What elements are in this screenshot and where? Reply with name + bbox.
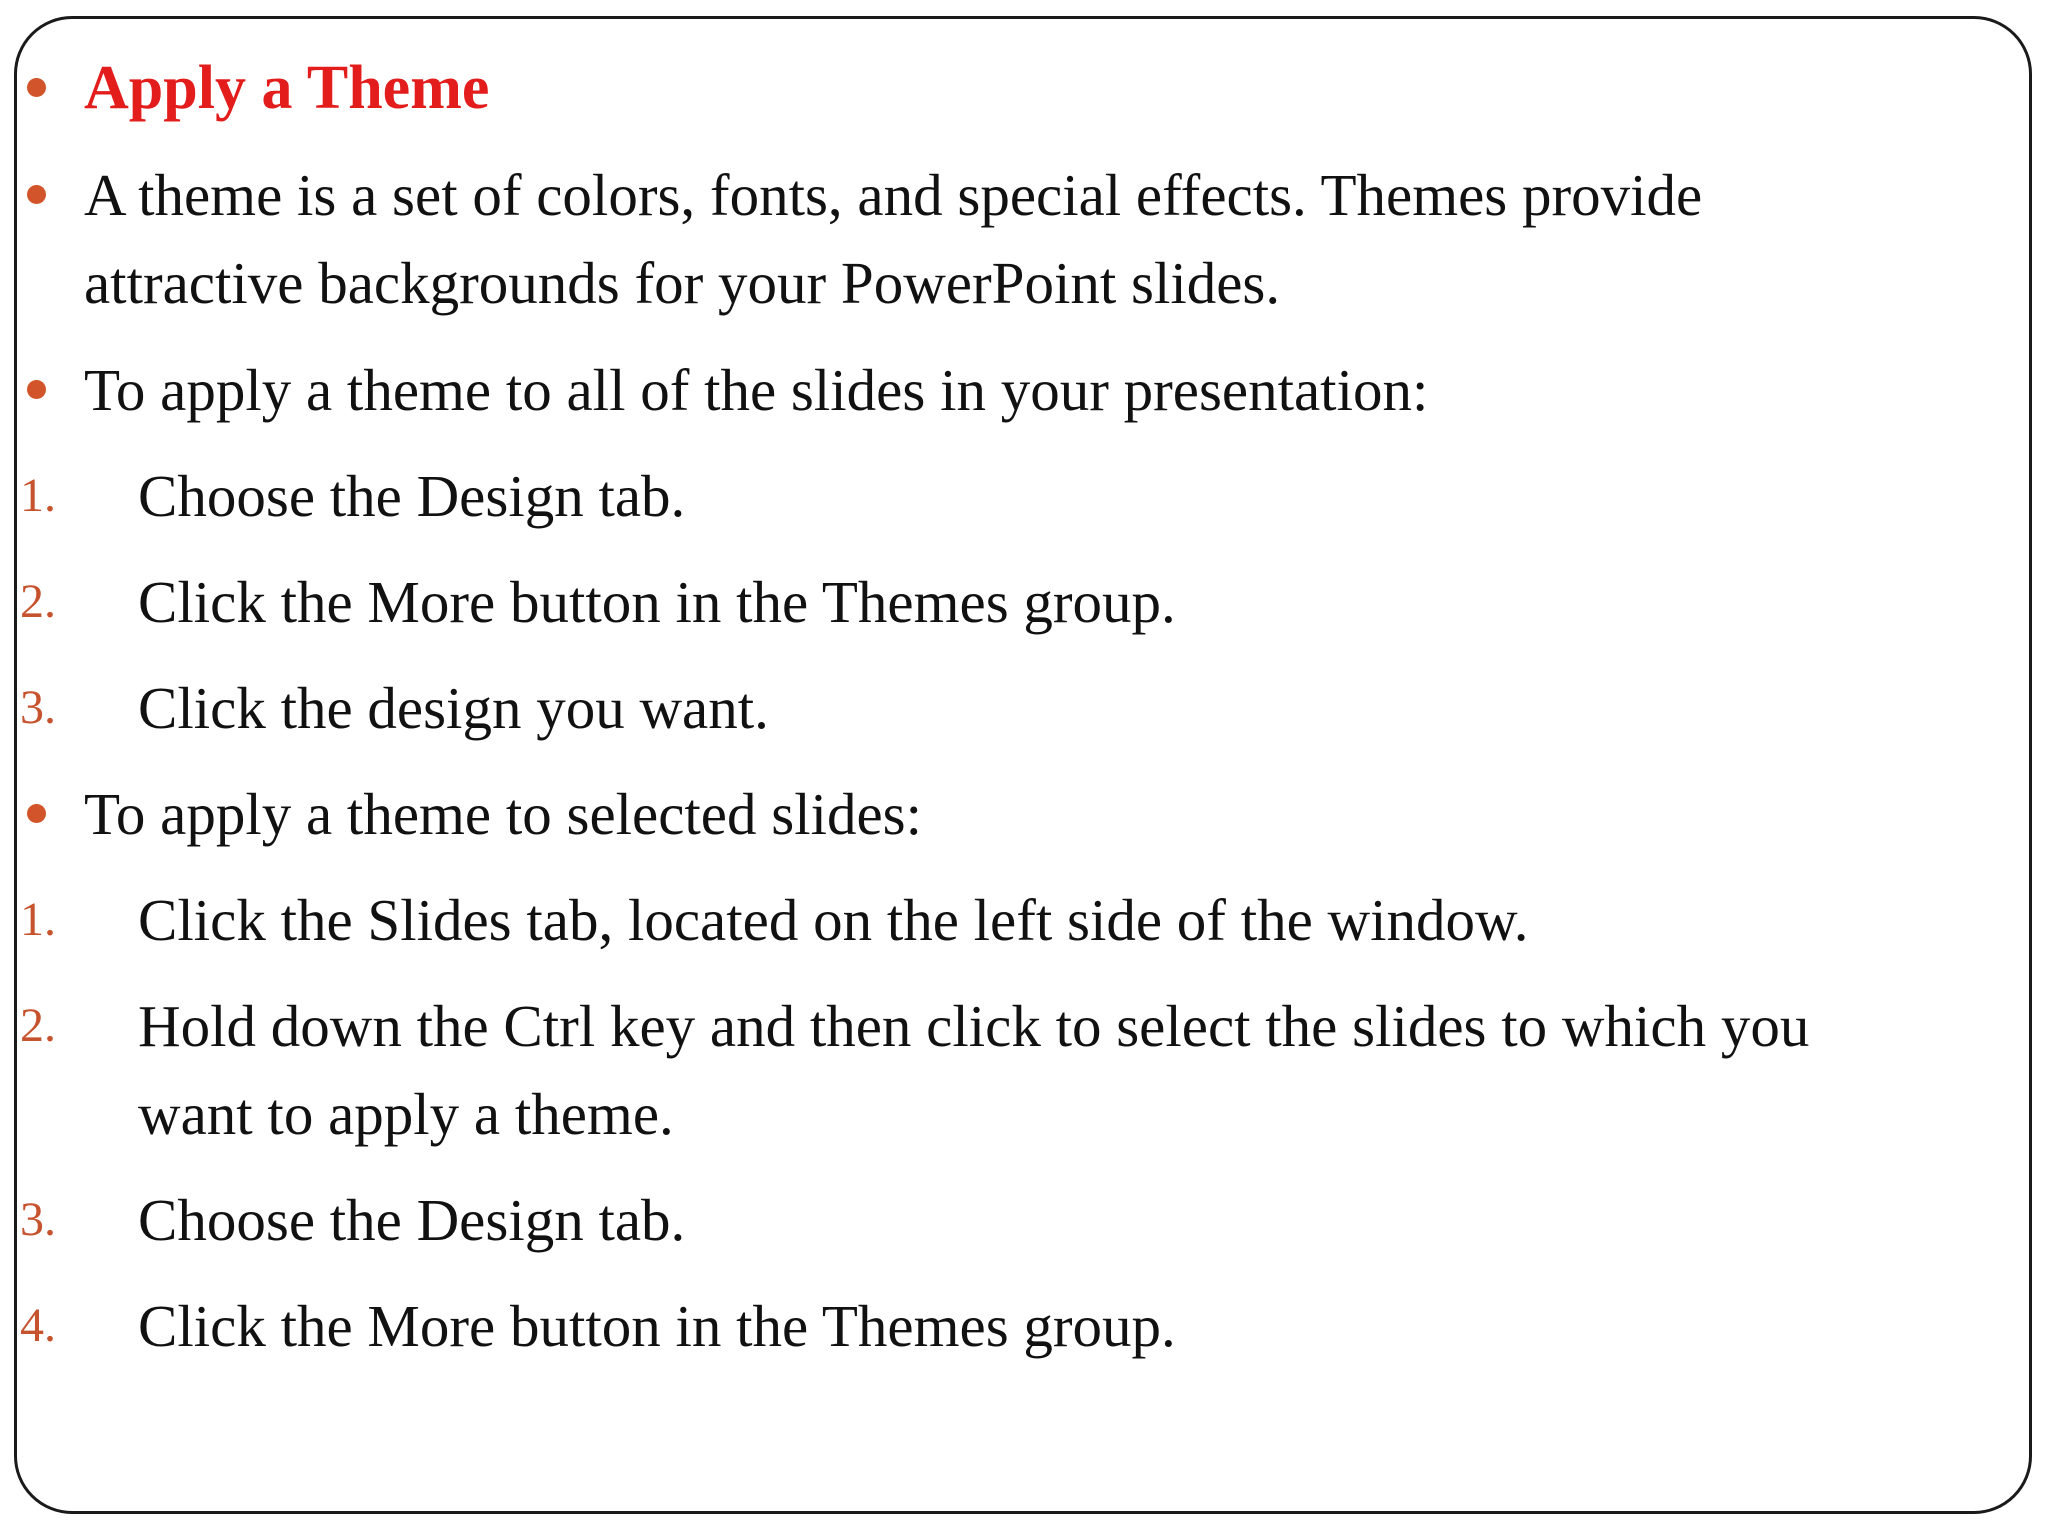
step-text: Choose the Design tab. <box>138 1187 686 1253</box>
section-selected-heading: To apply a theme to selected slides: <box>84 781 923 847</box>
step-text: Click the More button in the Themes group. <box>138 1293 1176 1359</box>
step-number: 3. <box>20 1193 56 1246</box>
section-all-heading: To apply a theme to all of the slides in your presentation: <box>84 357 1429 423</box>
step-text: Choose the Design tab. <box>138 463 686 529</box>
step-text: Click the More button in the Themes group. <box>138 569 1176 635</box>
bullet-dot-icon <box>27 804 46 823</box>
step-number: 1. <box>20 469 56 522</box>
step-number: 1. <box>20 893 56 946</box>
step-text: Hold down the Ctrl key and then click to select the slides to which you <box>138 993 1810 1059</box>
step-number: 2. <box>20 999 56 1052</box>
intro-line-1: A theme is a set of colors, fonts, and special effects. Themes provide <box>84 162 1703 228</box>
bullet-dot-icon <box>27 78 46 97</box>
bullet-dot-icon <box>27 185 46 204</box>
bullet-dot-icon <box>27 380 46 399</box>
step-number: 4. <box>20 1299 56 1352</box>
step-text: Click the Slides tab, located on the left side of the window. <box>138 887 1529 953</box>
step-text: Click the design you want. <box>138 675 769 741</box>
intro-line-2: attractive backgrounds for your PowerPoint slides. <box>84 250 1281 316</box>
step-number: 3. <box>20 681 56 734</box>
step-number: 2. <box>20 575 56 628</box>
slide-title: Apply a Theme <box>84 54 490 122</box>
step-text-continuation: want to apply a theme. <box>138 1081 674 1147</box>
